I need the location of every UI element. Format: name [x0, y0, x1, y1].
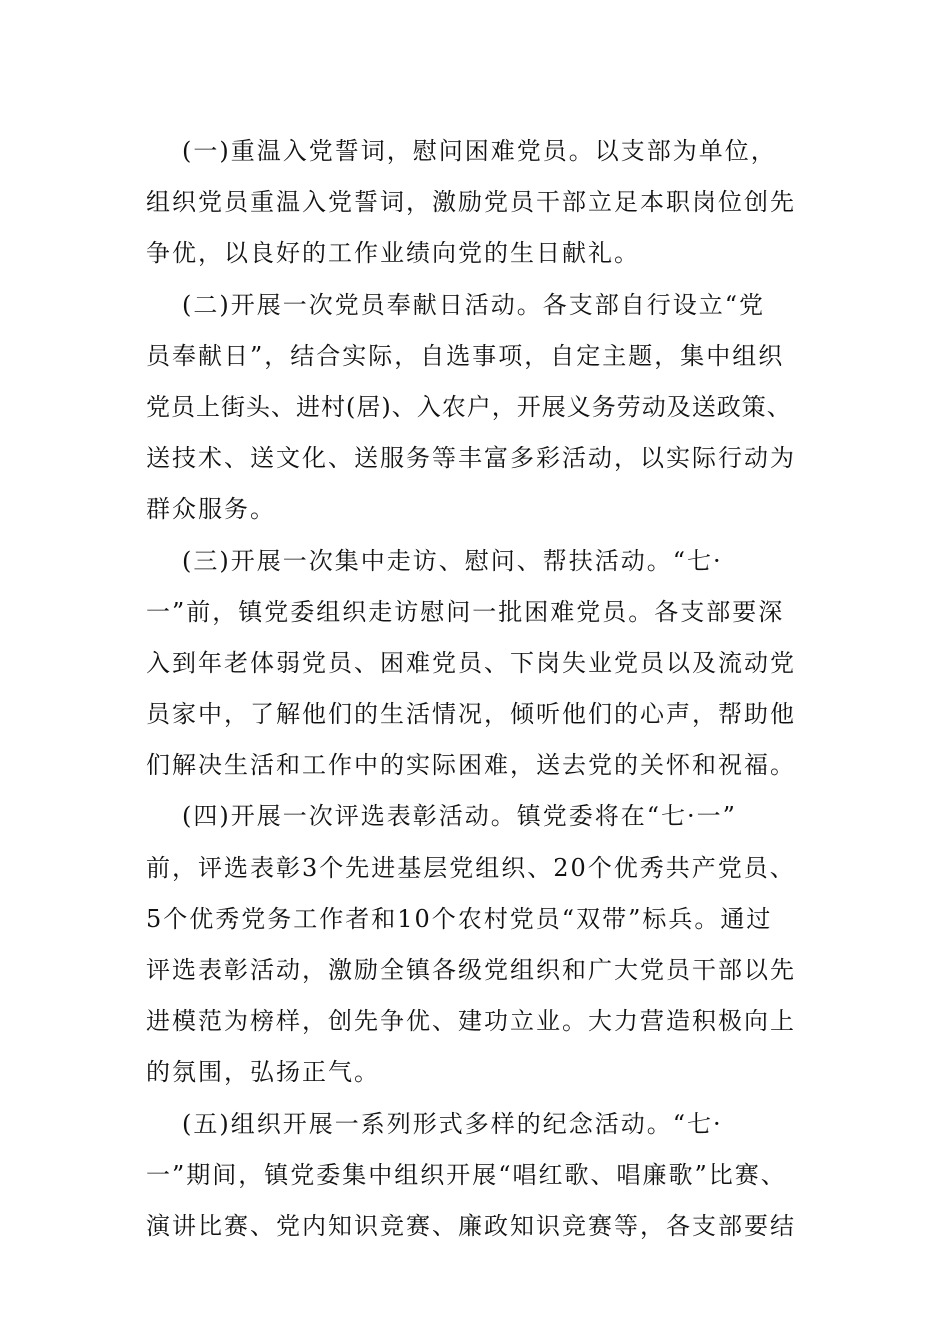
text-line: 争优，以良好的工作业绩向党的生日献礼。	[146, 239, 640, 268]
text-line: 进模范为榜样，创先争优、建功立业。大力营造积极向上	[146, 1007, 796, 1036]
text-line: (三)开展一次集中走访、慰问、帮扶活动。“七·	[182, 546, 723, 575]
text-line: 入到年老体弱党员、困难党员、下岗失业党员以及流动党	[146, 648, 796, 677]
text-line: 前，评选表彰3个先进基层党组织、20个优秀共产党员、	[146, 853, 796, 882]
text-line: 演讲比赛、党内知识竞赛、廉政知识竞赛等，各支部要结	[146, 1211, 796, 1240]
text-line: (一)重温入党誓词，慰问困难党员。以支部为单位，	[182, 137, 777, 165]
text-line: (二)开展一次党员奉献日活动。各支部自行设立“党	[182, 290, 765, 319]
text-line: 一”前，镇党委组织走访慰问一批困难党员。各支部要深	[146, 597, 785, 626]
text-line: (四)开展一次评选表彰活动。镇党委将在“七·一”	[182, 802, 737, 831]
text-line: 5个优秀党务工作者和10个农村党员“双带”标兵。通过	[146, 904, 773, 933]
document-body	[146, 126, 796, 1252]
text-line: (五)组织开展一系列形式多样的纪念活动。“七·	[182, 1109, 723, 1138]
text-line: 评选表彰活动，激励全镇各级党组织和广大党员干部以先	[146, 956, 796, 984]
text-line: 党员上街头、进村(居)、入农户，开展义务劳动及送政策、	[146, 392, 792, 421]
text-line: 员奉献日”，结合实际，自选事项，自定主题，集中组织	[146, 341, 785, 370]
text-line: 群众服务。	[146, 495, 276, 524]
text-line: 员家中，了解他们的生活情况，倾听他们的心声，帮助他	[146, 700, 796, 729]
text-line: 组织党员重温入党誓词，激励党员干部立足本职岗位创先	[146, 188, 796, 217]
text-line: 们解决生活和工作中的实际困难，送去党的关怀和祝福。	[146, 751, 796, 780]
text-line: 送技术、送文化、送服务等丰富多彩活动，以实际行动为	[146, 444, 796, 473]
text-line: 一”期间，镇党委集中组织开展“唱红歌、唱廉歌”比赛、	[146, 1160, 787, 1189]
text-line: 的氛围，弘扬正气。	[146, 1058, 380, 1087]
